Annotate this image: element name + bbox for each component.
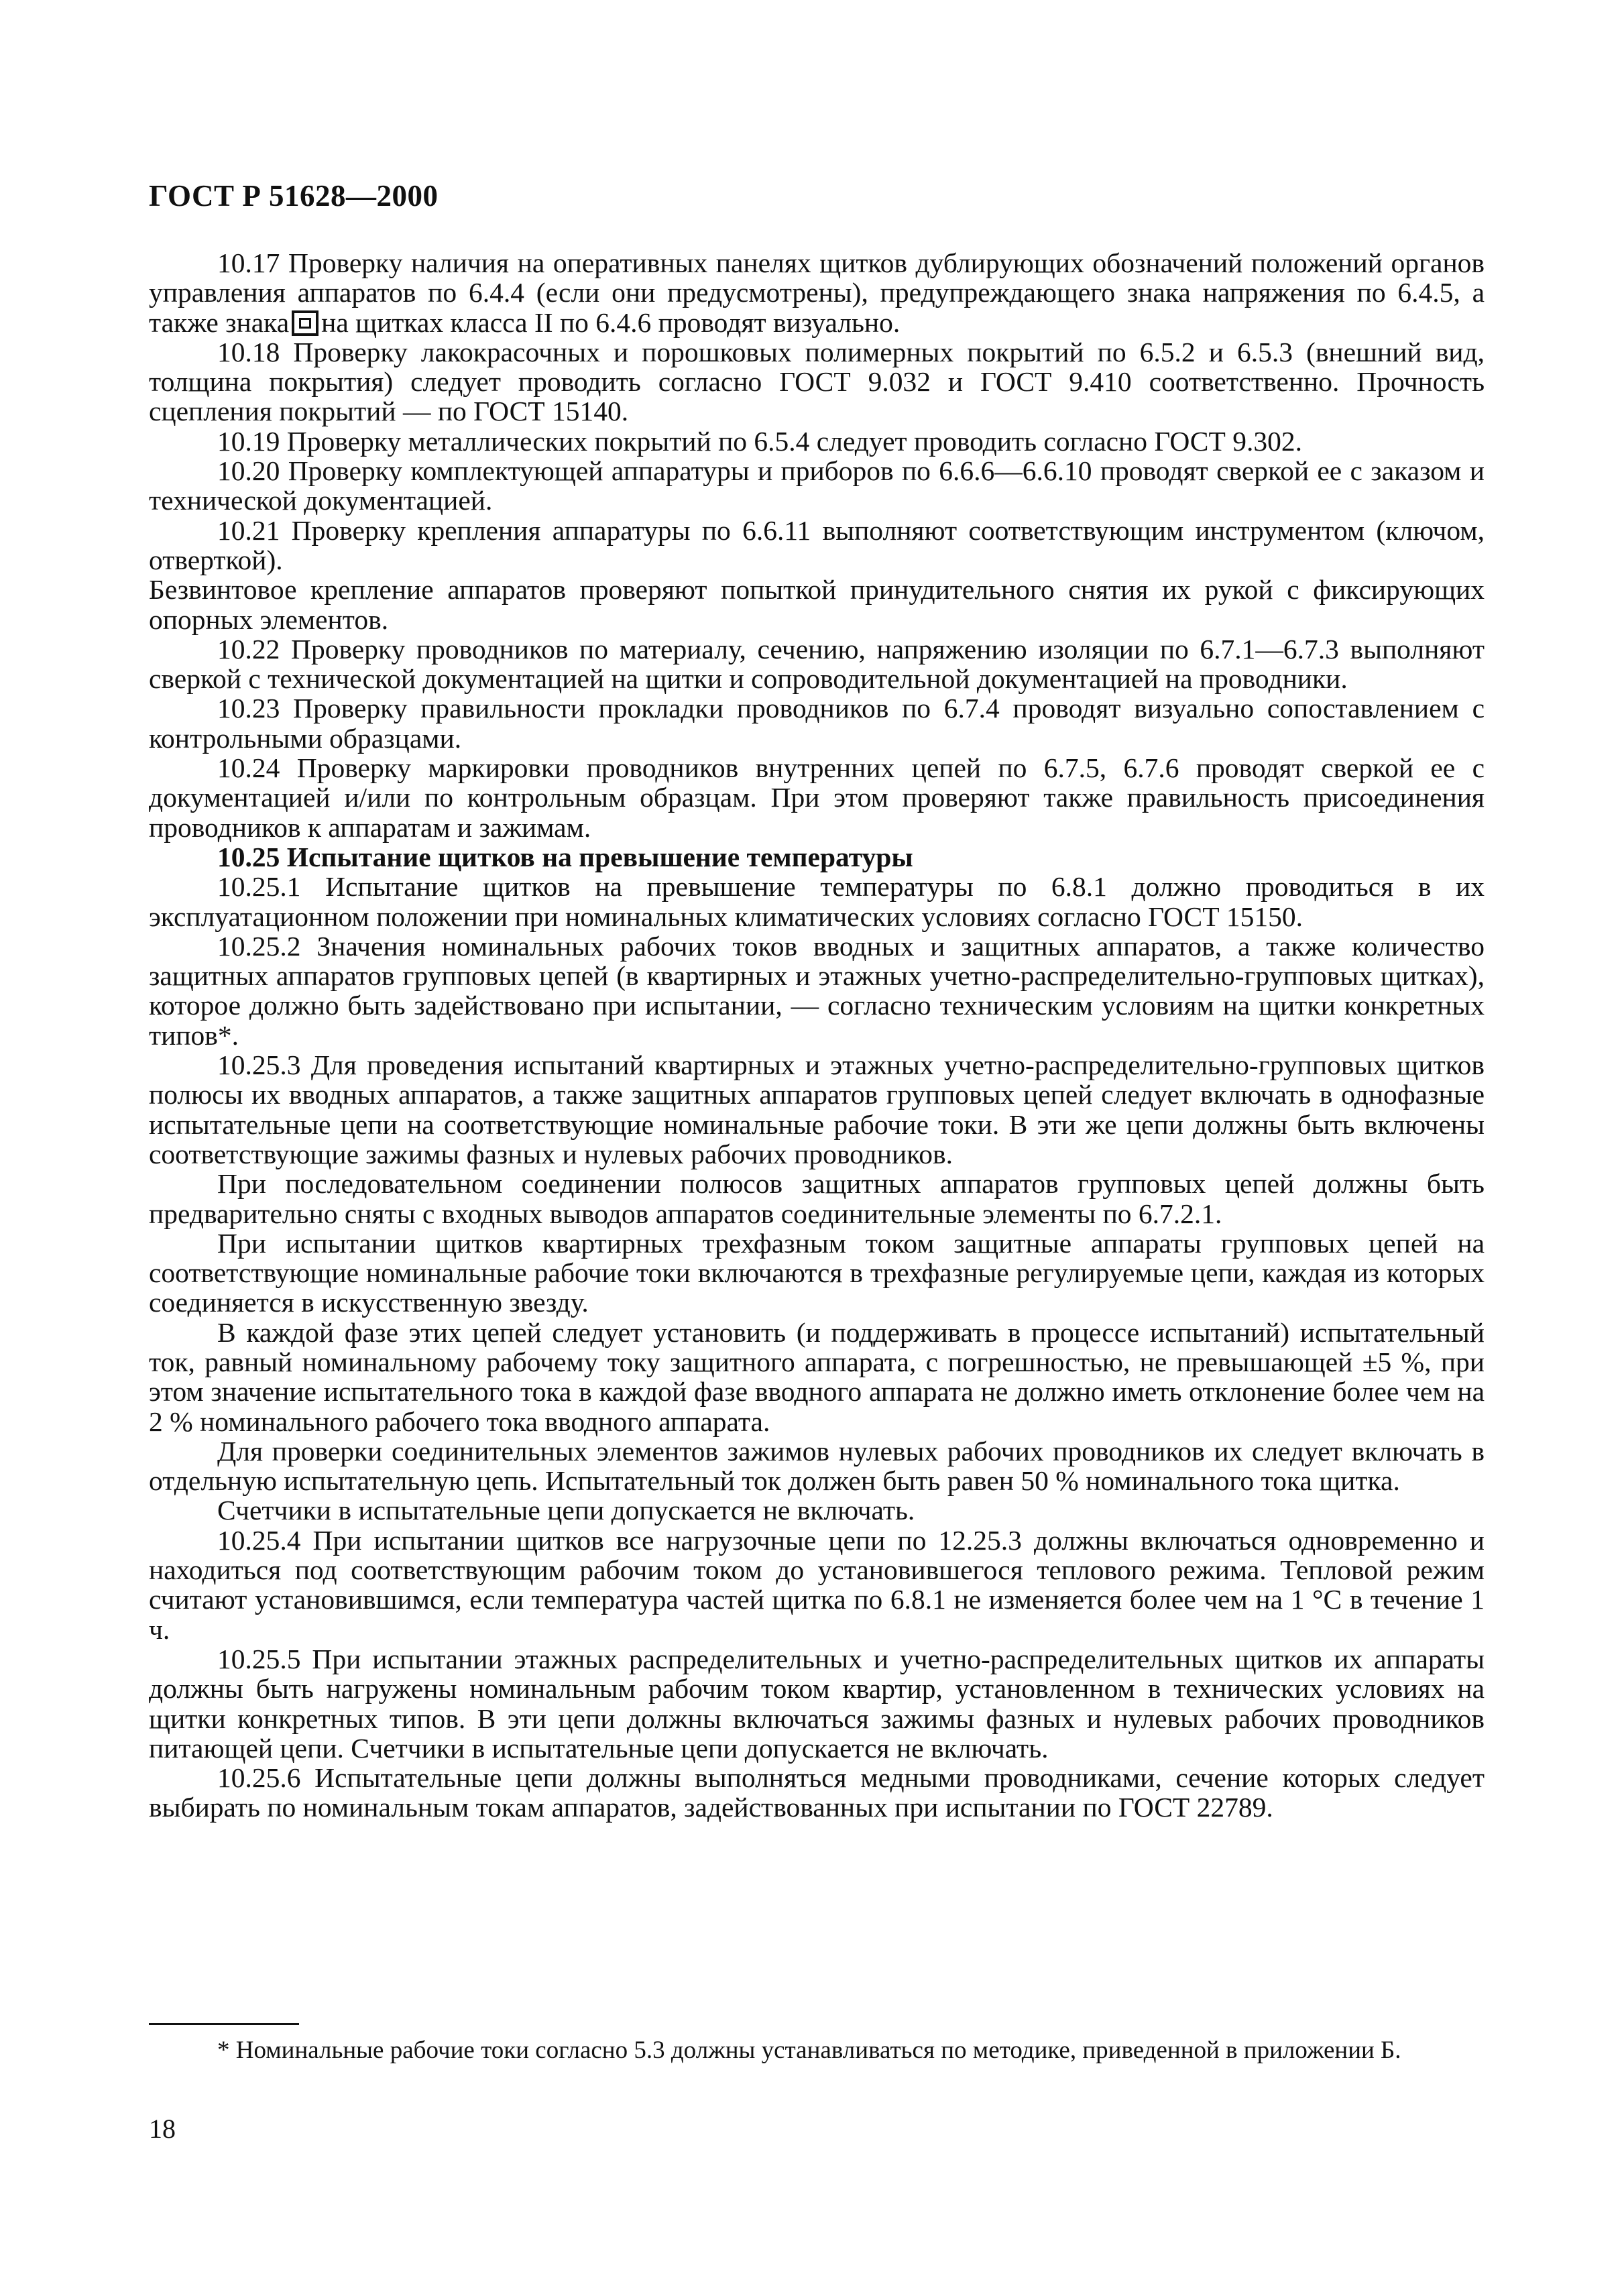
- section-heading-10-25: 10.25 Испытание щитков на превышение температуры: [217, 841, 913, 872]
- paragraph-10-18: 10.18 Проверку лакокрасочных и порошковых полимерных покрытий по 6.5.2 и 6.5.3 (внешний вид, толщина покрытия) следует проводить согласно ГОСТ 9.032 и ГОСТ 9.410 соответственно. Прочность сцепления покрытий — по ГОСТ 15140.: [149, 336, 1485, 427]
- paragraph-three-phase-test: При испытании щитков квартирных трехфазным током защитные аппараты групповых цепей на соответствующие номинальные рабочие токи включаются в трехфазные регулируемые цепи, каждая из которых соединяется в искусственную звезду.: [149, 1227, 1485, 1318]
- paragraph-screwless-mounting: Безвинтовое крепление аппаратов проверяют попыткой принудительного снятия их рукой с фиксирующих опорных элементов.: [149, 574, 1485, 635]
- page-number: 18: [149, 2114, 176, 2144]
- paragraph-meters: Счетчики в испытательные цепи допускается не включать.: [217, 1495, 915, 1526]
- paragraph-10-21: 10.21 Проверку крепления аппаратуры по 6.6.11 выполняют соответствующим инструментом (ключом, отверткой).: [149, 514, 1485, 575]
- paragraph-10-25-2: 10.25.2 Значения номинальных рабочих токов вводных и защитных аппаратов, а также количество защитных аппаратов групповых цепей (в квартирных и этажных учетно-распределительно-групповых щитках), которое должно быть задействовано при испытании, — согласно техническим условиям на щитки конкретных типов*.: [149, 930, 1485, 1051]
- paragraph-10-25-5: 10.25.5 При испытании этажных распределительных и учетно-распределительных щитков их аппараты должны быть нагружены номинальным рабочим током квартир, установленном в технических условиях на щитки конкретных типов. В эти цепи должны включаться зажимы фазных и нулевых рабочих проводников питающей цепи. Счетчики в испытательные цепи допускается не включать.: [149, 1643, 1485, 1764]
- footnote-divider: [149, 2023, 299, 2025]
- paragraph-10-17: [149, 248, 1485, 337]
- paragraph-10-22: 10.22 Проверку проводников по материалу, сечению, напряжению изоляции по 6.7.1—6.7.3 выполняют сверкой с технической документацией на щитки и сопроводительной документацией на проводники.: [149, 633, 1485, 695]
- document-body: [149, 248, 1485, 1823]
- footnote: * Номинальные рабочие токи согласно 5.3 должны устанавливаться по методике, приведенной в приложении Б.: [217, 2037, 1401, 2064]
- paragraph-10-19: 10.19 Проверку металлических покрытий по 6.5.4 следует проводить согласно ГОСТ 9.302.: [217, 425, 1302, 457]
- paragraph-neutral-clamps: Для проверки соединительных элементов зажимов нулевых рабочих проводников их следует включать в отдельную испытательную цепь. Испытательный ток должен быть равен 50 % номинального тока щитка.: [149, 1435, 1485, 1497]
- paragraph-phase-current: В каждой фазе этих цепей следует установить (и поддерживать в процессе испытаний) испытательный ток, равный номинальному рабочему току защитного аппарата, с погрешностью, не превышающей ±5 %, при этом значение испытательного тока в каждой фазе вводного аппарата не должно иметь отклонение более чем на 2 % номинального рабочего тока вводного аппарата.: [149, 1316, 1485, 1437]
- paragraph-10-24: 10.24 Проверку маркировки проводников внутренних цепей по 6.7.5, 6.7.6 проводят сверкой ее с документацией и/или по контрольным образцам. При этом проверяют также правильность присоединения проводников к аппаратам и зажимам.: [149, 752, 1485, 843]
- paragraph-10-23: 10.23 Проверку правильности прокладки проводников по 6.7.4 проводят визуально сопоставлением с контрольными образцами.: [149, 693, 1485, 754]
- paragraph-text: 10.17 Проверку наличия на оперативных панелях щитков дублирующих обозначений положений органов управления аппаратов по 6.4.4 (если они предусмотрены), предупреждающего знака напряжения по 6.4.5, а также знака: [149, 247, 1485, 338]
- document-header: ГОСТ Р 51628—2000: [149, 179, 439, 213]
- paragraph-10-25-3: 10.25.3 Для проведения испытаний квартирных и этажных учетно-распределительно-групповых щитков полюсы их вводных аппаратов, а также защитных аппаратов групповых цепей следует включать в однофазные испытательные цепи на соответствующие номинальные рабочие токи. В эти же цепи должны быть включены соответствующие зажимы фазных и нулевых рабочих проводников.: [149, 1049, 1485, 1169]
- class-ii-double-square-icon: [292, 310, 318, 336]
- paragraph-10-25-1: 10.25.1 Испытание щитков на превышение температуры по 6.8.1 должно проводиться в их эксплуатационном положении при номинальных климатических условиях согласно ГОСТ 15150.: [149, 871, 1485, 932]
- paragraph-text-tail: на щитках класса II по 6.4.6 проводят визуально.: [321, 306, 901, 338]
- paragraph-10-25-6: 10.25.6 Испытательные цепи должны выполняться медными проводниками, сечение которых следует выбирать по номинальным токам аппаратов, задействованных при испытании по ГОСТ 22789.: [149, 1762, 1485, 1823]
- paragraph-series-connection: При последовательном соединении полюсов защитных аппаратов групповых цепей должны быть предварительно сняты с входных выводов аппаратов соединительные элементы по 6.7.2.1.: [149, 1168, 1485, 1229]
- paragraph-10-20: 10.20 Проверку комплектующей аппаратуры и приборов по 6.6.6—6.6.10 проводят сверкой ее с заказом и технической документацией.: [149, 455, 1485, 516]
- paragraph-10-25-4: 10.25.4 При испытании щитков все нагрузочные цепи по 12.25.3 должны включаться одновременно и находиться под соответствующим рабочим током до установившегося теплового режима. Тепловой режим считают установившимся, если температура частей щитка по 6.8.1 не изменяется более чем на 1 °С в течение 1 ч.: [149, 1524, 1485, 1645]
